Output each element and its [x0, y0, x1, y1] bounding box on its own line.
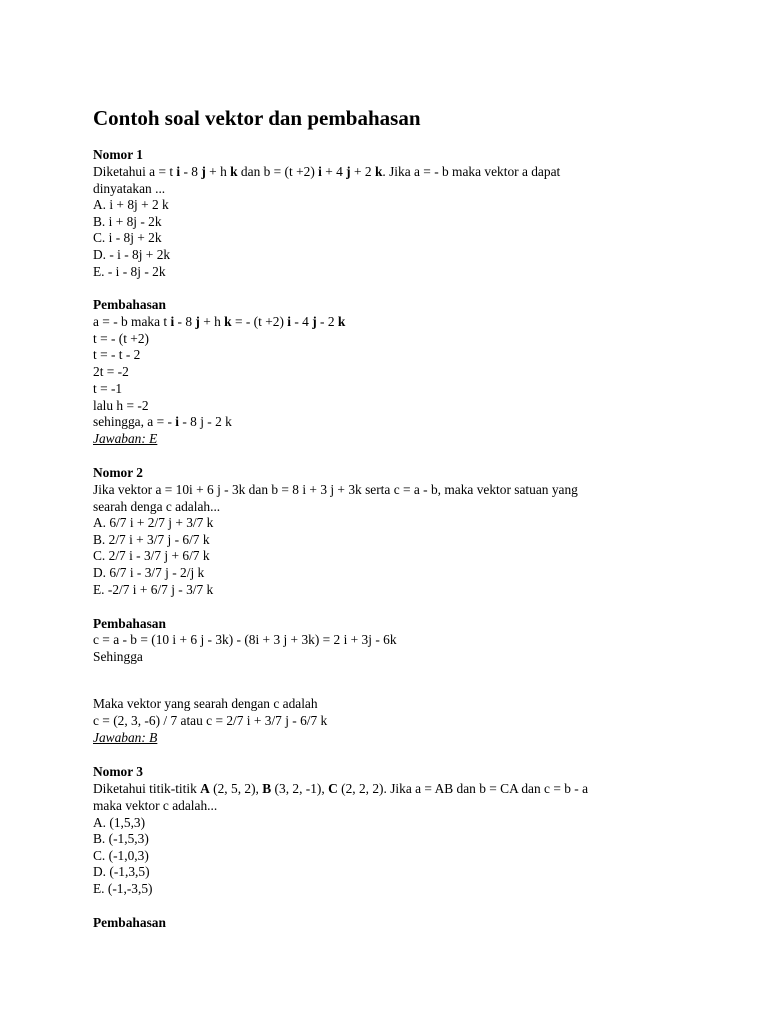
q1-discussion-line: a = - b maka t i - 8 j + h k = - (t +2) i - 4 j - 2 k [93, 314, 346, 329]
q2-answer: Jawaban: B [93, 730, 158, 745]
q1-option-d: D. - i - 8j + 2k [93, 247, 171, 262]
q1-step: t = - (t +2) [93, 331, 150, 346]
question-2-heading: Nomor 2 [93, 465, 143, 480]
q1-step: lalu h = -2 [93, 398, 149, 413]
q1-step: t = -1 [93, 381, 123, 396]
question-1-heading: Nomor 1 [93, 147, 143, 162]
q3-option-c: C. (-1,0,3) [93, 848, 149, 863]
q1-option-e: E. - i - 8j - 2k [93, 264, 166, 279]
q3-option-d: D. (-1,3,5) [93, 864, 150, 879]
q2-discussion-heading: Pembahasan [93, 616, 166, 631]
q1-result: sehingga, a = - i - 8 j - 2 k [93, 414, 232, 429]
q1-discussion-heading: Pembahasan [93, 297, 166, 312]
question-2-text-cont: searah denga c adalah... [93, 499, 221, 514]
q1-option-c: C. i - 8j + 2k [93, 230, 162, 245]
q3-option-e: E. (-1,-3,5) [93, 881, 153, 896]
q1-option-a: A. i + 8j + 2 k [93, 197, 169, 212]
q3-option-b: B. (-1,5,3) [93, 831, 149, 846]
q2-option-c: C. 2/7 i - 3/7 j + 6/7 k [93, 548, 210, 563]
q1-option-b: B. i + 8j - 2k [93, 214, 162, 229]
q3-discussion-heading: Pembahasan [93, 915, 166, 930]
q3-option-a: A. (1,5,3) [93, 815, 146, 830]
question-1-text-cont: dinyatakan ... [93, 181, 166, 196]
page-title: Contoh soal vektor dan pembahasan [93, 106, 421, 130]
question-1-text: Diketahui a = t i - 8 j + h k dan b = (t +2) i + 4 j + 2 k. Jika a = - b maka vektor a dapat [93, 164, 561, 179]
q2-option-b: B. 2/7 i + 3/7 j - 6/7 k [93, 532, 210, 547]
q2-discussion-line: Sehingga [93, 649, 143, 664]
q2-discussion-line: c = (2, 3, -6) / 7 atau c = 2/7 i + 3/7 j - 6/7 k [93, 713, 328, 728]
question-3-text: Diketahui titik-titik A (2, 5, 2), B (3, 2, -1), C (2, 2, 2). Jika a = AB dan b = CA dan c = b - a [93, 781, 589, 796]
q2-option-a: A. 6/7 i + 2/7 j + 3/7 k [93, 515, 214, 530]
q2-option-d: D. 6/7 i - 3/7 j - 2/j k [93, 565, 205, 580]
q2-option-e: E. -2/7 i + 6/7 j - 3/7 k [93, 582, 214, 597]
question-2-text: Jika vektor a = 10i + 6 j - 3k dan b = 8 i + 3 j + 3k serta c = a - b, maka vektor satuan yang [93, 482, 578, 497]
question-3-text-cont: maka vektor c adalah... [93, 798, 218, 813]
q2-discussion-line: c = a - b = (10 i + 6 j - 3k) - (8i + 3 j + 3k) = 2 i + 3j - 6k [93, 632, 397, 647]
q1-answer: Jawaban: E [93, 431, 158, 446]
question-3-heading: Nomor 3 [93, 764, 143, 779]
q2-discussion-line: Maka vektor yang searah dengan c adalah [93, 696, 318, 711]
q1-step: 2t = -2 [93, 364, 129, 379]
q1-step: t = - t - 2 [93, 347, 141, 362]
